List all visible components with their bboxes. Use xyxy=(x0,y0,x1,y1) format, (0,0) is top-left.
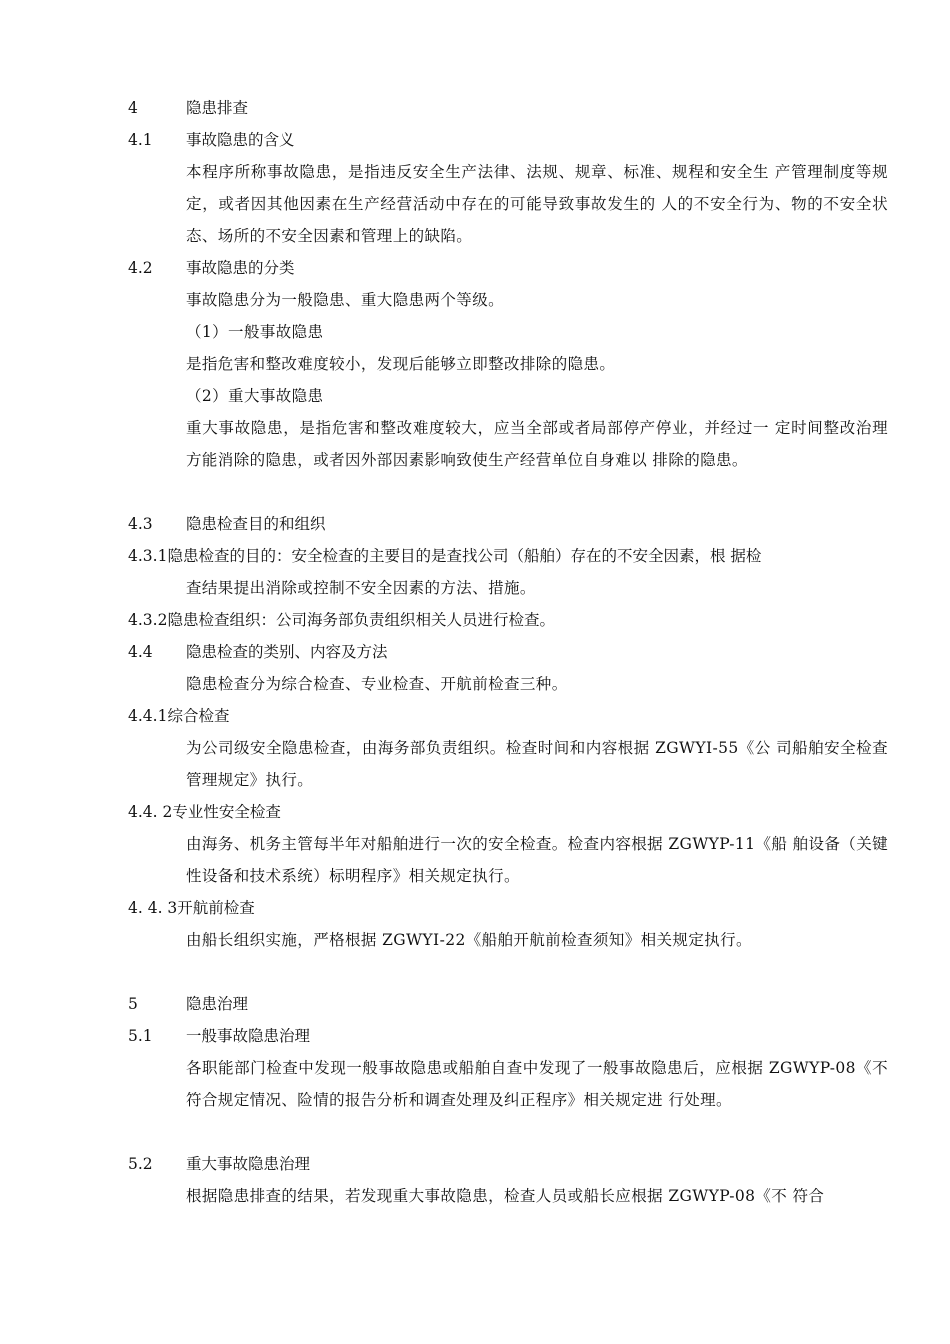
section-4-3-1-line1: 4.3.1隐患检查的目的：安全检查的主要目的是查找公司（船舶）存在的不安全因素，根 据检 xyxy=(128,547,762,565)
section-title: 一般事故隐患治理 xyxy=(186,1027,311,1045)
section-title: 事故隐患的含义 xyxy=(186,131,295,149)
paragraph-4-2-b: （1）一般事故隐患 xyxy=(186,323,324,341)
paragraph-4-4-1: 为公司级安全隐患检查，由海务部负责组织。检查时间和内容根据 ZGWYI-55《公 司船舶安全检查管理规定》执行。 xyxy=(186,739,888,789)
section-number: 4.2 xyxy=(128,259,153,277)
paragraph-4-2-e: 重大事故隐患，是指危害和整改难度较大，应当全部或者局部停产停业，并经过一 定时间整改治理方能消除的隐患，或者因外部因素影响致使生产经营单位自身难以 排除的隐患。 xyxy=(186,419,888,469)
section-title: 重大事故隐患治理 xyxy=(186,1155,311,1173)
section-title: 隐患排查 xyxy=(186,99,249,117)
section-4-4-1-heading: 4.4.1综合检查 xyxy=(128,707,230,725)
section-number: 4.1 xyxy=(128,131,153,149)
section-number: 5 xyxy=(128,995,138,1013)
section-4-3-1-line2: 查结果提出消除或控制不安全因素的方法、措施。 xyxy=(186,579,536,597)
section-title: 事故隐患的分类 xyxy=(186,259,295,277)
paragraph-5-1: 各职能部门检查中发现一般事故隐患或船舶自查中发现了一般事故隐患后，应根据 ZGWYP-08《不符合规定情况、险情的报告分析和调查处理及纠正程序》相关规定进 行处理。 xyxy=(186,1059,888,1109)
section-number: 4 xyxy=(128,99,138,117)
section-number: 5.2 xyxy=(128,1155,153,1173)
paragraph-4-1: 本程序所称事故隐患，是指违反安全生产法律、法规、规章、标准、规程和安全生 产管理制度等规定，或者因其他因素在生产经营活动中存在的可能导致事故发生的 人的不安全行为、物的不安全状态、场所的不安全因素和管理上的缺陷。 xyxy=(186,163,888,245)
paragraph-5-2: 根据隐患排查的结果，若发现重大事故隐患，检查人员或船长应根据 ZGWYP-08《不 符合 xyxy=(186,1187,825,1205)
section-title: 隐患治理 xyxy=(186,995,249,1013)
section-4-3-2: 4.3.2隐患检查组织：公司海务部负责组织相关人员进行检查。 xyxy=(128,611,555,629)
paragraph-4-2-a: 事故隐患分为一般隐患、重大隐患两个等级。 xyxy=(186,291,505,309)
paragraph-4-2-c: 是指危害和整改难度较小，发现后能够立即整改排除的隐患。 xyxy=(186,355,616,373)
section-4-4-3-heading: 4. 4. 3开航前检查 xyxy=(128,899,255,917)
section-4-4-2-heading: 4.4. 2专业性安全检查 xyxy=(128,803,281,821)
section-number: 4.4 xyxy=(128,643,153,661)
section-title: 隐患检查的类别、内容及方法 xyxy=(186,643,388,661)
paragraph-4-2-d: （2）重大事故隐患 xyxy=(186,387,324,405)
paragraph-4-4: 隐患检查分为综合检查、专业检查、开航前检查三种。 xyxy=(186,675,568,693)
paragraph-4-4-3: 由船长组织实施，严格根据 ZGWYI-22《船舶开航前检查须知》相关规定执行。 xyxy=(186,931,752,949)
section-number: 4.3 xyxy=(128,515,153,533)
section-number: 5.1 xyxy=(128,1027,153,1045)
paragraph-4-4-2: 由海务、机务主管每半年对船舶进行一次的安全检查。检查内容根据 ZGWYP-11《船 舶设备（关键性设备和技术系统）标明程序》相关规定执行。 xyxy=(186,835,888,885)
section-title: 隐患检查目的和组织 xyxy=(186,515,326,533)
